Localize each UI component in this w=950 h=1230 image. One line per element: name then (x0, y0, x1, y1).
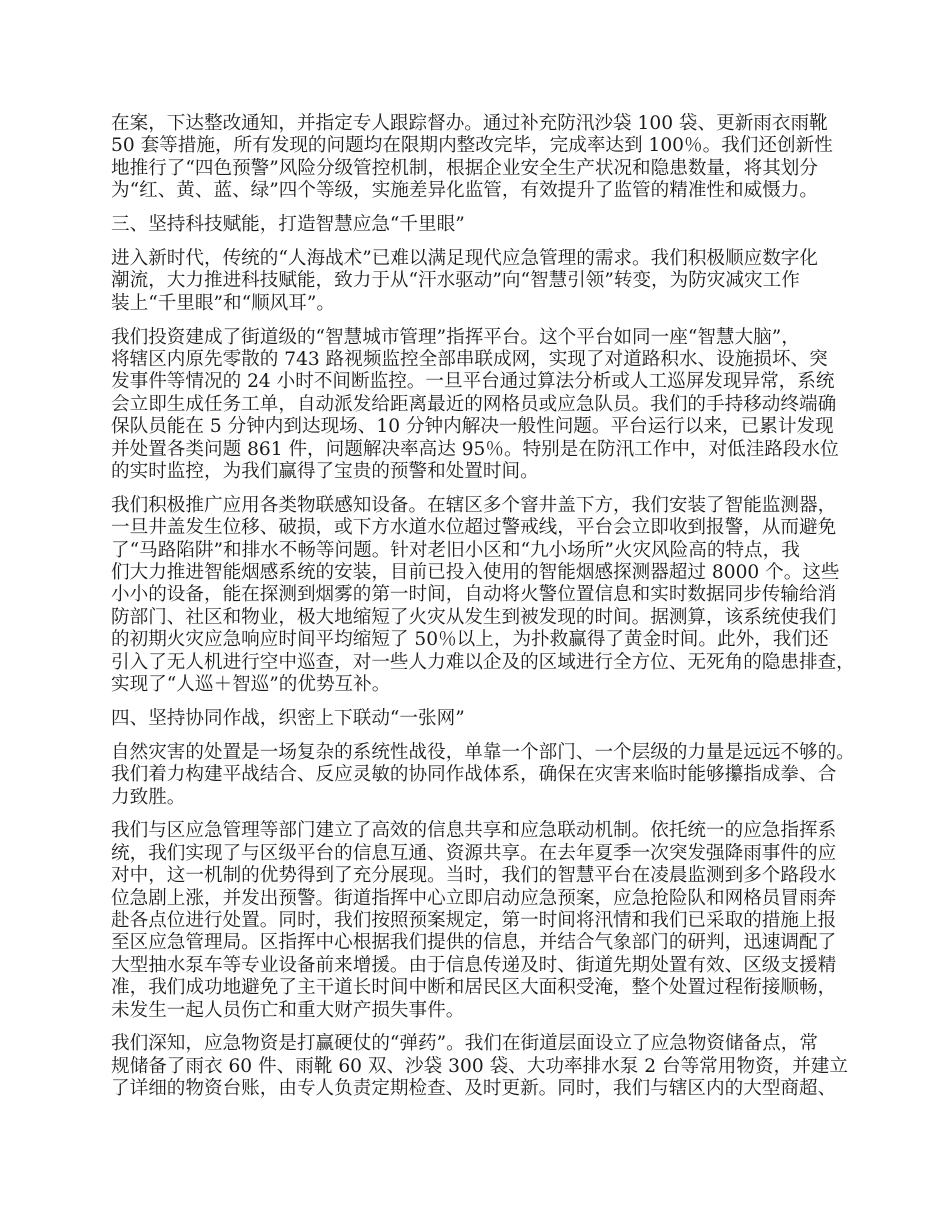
section-heading (111, 214, 851, 236)
text-line: 实现了“人巡＋智巡”的优势互补。 (111, 673, 391, 695)
section-heading (111, 708, 851, 730)
text-line: 进入新时代，传统的“人海战术”已难以满足现代应急管理的需求。我们积极顺应数字化 (111, 247, 818, 269)
text-line: 发事件等情况的 24 小时不间断监控。一旦平台通过算法分析或人工巡屏发现异常，系统 (111, 371, 835, 393)
document-page (111, 113, 855, 1112)
body-paragraph (111, 248, 851, 315)
text-line: 准，我们成功地避免了主干道长时间中断和居民区大面积受淹，整个处置过程衔接顺畅， (111, 977, 837, 999)
text-line: 我们与区应急管理等部门建立了高效的信息共享和应急联动机制。依托统一的应急指挥系 (111, 820, 837, 842)
body-paragraph (111, 1033, 851, 1100)
text-line: 小小的设备，能在探测到烟雾的第一时间，自动将火警位置信息和实时数据同步传输给消 (111, 584, 837, 606)
text-line: 并处置各类问题 861 件，问题解决率高达 95％。特别是在防汛工作中，对低洼路段水位 (111, 438, 839, 460)
body-paragraph (111, 494, 855, 697)
text-line: 了“马路陷阱”和排水不畅等问题。针对老旧小区和“九小场所”火灾风险高的特点，我 (111, 539, 800, 561)
text-line: 对中，这一机制的优势得到了充分展现。当时，我们的智慧平台在凌晨监测到多个路段水 (111, 865, 837, 887)
text-line: 50 套等措施，所有发现的问题均在限期内整改完毕，完成率达到 100％。我们还创新性 (111, 135, 833, 157)
text-line: 我们积极推广应用各类物联感知设备。在辖区多个窨井盖下方，我们安装了智能监测器， (111, 494, 837, 516)
text-line: 赴各点位进行处置。同时，我们按照预案规定，第一时间将汛情和我们已采取的措施上报 (111, 910, 837, 931)
text-line: 的初期火灾应急响应时间平均缩短了 50％以上，为扑救赢得了黄金时间。此外，我们还 (111, 629, 829, 651)
text-line: 未发生一起人员伤亡和重大财产损失事件。 (111, 999, 465, 1021)
text-line: 至区应急管理局。区指挥中心根据我们提供的信息，并结合气象部门的研判，迅速调配了 (111, 932, 837, 954)
text-line: 统，我们实现了与区级平台的信息互通、资源共享。在去年夏季一次突发强降雨事件的应 (111, 842, 837, 864)
text-line: 规储备了雨衣 60 件、雨靴 60 双、沙袋 300 袋、大功率排水泵 2 台等常用物资，并建立 (111, 1055, 848, 1077)
text-line: 大型抽水泵车等专业设备前来增援。由于信息传递及时、街道先期处置有效、区级支援精 (111, 954, 837, 976)
text-line: 我们着力构建平战结合、反应灵敏的协同作战体系，确保在灾害来临时能够攥指成拳、合 (111, 764, 837, 786)
text-line: 保队员能在 5 分钟内到达现场、10 分钟内解决一般性问题。平台运行以来，已累计发现 (111, 416, 834, 438)
text-line: 的实时监控，为我们赢得了宝贵的预警和处置时间。 (111, 460, 539, 482)
text-line: 会立即生成任务工单，自动派发给距离最近的网格员或应急队员。我们的手持移动终端确 (111, 393, 837, 415)
text-line: 三、坚持科技赋能，打造智慧应急“千里眼” (111, 214, 465, 236)
body-paragraph (111, 741, 855, 809)
text-line: 我们投资建成了街道级的“智慧城市管理”指挥平台。这个平台如同一座“智慧大脑”， (111, 326, 800, 348)
text-line: 们大力推进智能烟感系统的安装，目前已投入使用的智能烟感探测器超过 8000 个。这些 (111, 562, 840, 584)
text-line: 地推行了“四色预警”风险分级管控机制，根据企业安全生产状况和隐患数量，将其划分 (111, 157, 818, 179)
body-paragraph (111, 327, 851, 484)
text-line: 将辖区内原先零散的 743 路视频监控全部串联成网，实现了对道路积水、设施损坏、突 (111, 349, 828, 371)
text-line: 潮流，大力推进科技赋能，致力于从“汗水驱动”向“智慧引领”转变，为防灾减灾工作 (111, 270, 800, 292)
text-line: 自然灾害的处置是一场复杂的系统性战役，单靠一个部门、一个层级的力量是远远不够的。 (111, 741, 855, 763)
body-paragraph (111, 820, 851, 1022)
text-line: 位急剧上涨，并发出预警。街道指挥中心立即启动应急预案，应急抢险队和网格员冒雨奔 (111, 887, 837, 909)
text-line: 为“红、黄、蓝、绿”四个等级，实施差异化监管，有效提升了监管的精准性和威慑力。 (111, 180, 818, 202)
text-line: 引入了无人机进行空中巡查，对一些人力难以企及的区域进行全方位、无死角的隐患排查， (111, 651, 855, 673)
text-line: 在案，下达整改通知，并指定专人跟踪督办。通过补充防汛沙袋 100 袋、更新雨衣雨靴 (111, 113, 828, 134)
text-line: 防部门、社区和物业，极大地缩短了火灾从发生到被发现的时间。据测算，该系统使我们 (111, 606, 837, 628)
body-paragraph (111, 113, 851, 203)
text-line: 四、坚持协同作战，织密上下联动“一张网” (111, 707, 465, 729)
text-line: 力致胜。 (111, 786, 186, 808)
text-line: 一旦井盖发生位移、破损，或下方水道水位超过警戒线，平台会立即收到报警，从而避免 (111, 517, 837, 539)
text-line: 了详细的物资台账，由专人负责定期检查、及时更新。同时，我们与辖区内的大型商超、 (111, 1078, 837, 1100)
text-line: 我们深知，应急物资是打赢硬仗的“弹药”。我们在街道层面设立了应急物资储备点，常 (111, 1033, 818, 1055)
text-line: 装上“千里眼”和“顺风耳”。 (111, 292, 335, 314)
